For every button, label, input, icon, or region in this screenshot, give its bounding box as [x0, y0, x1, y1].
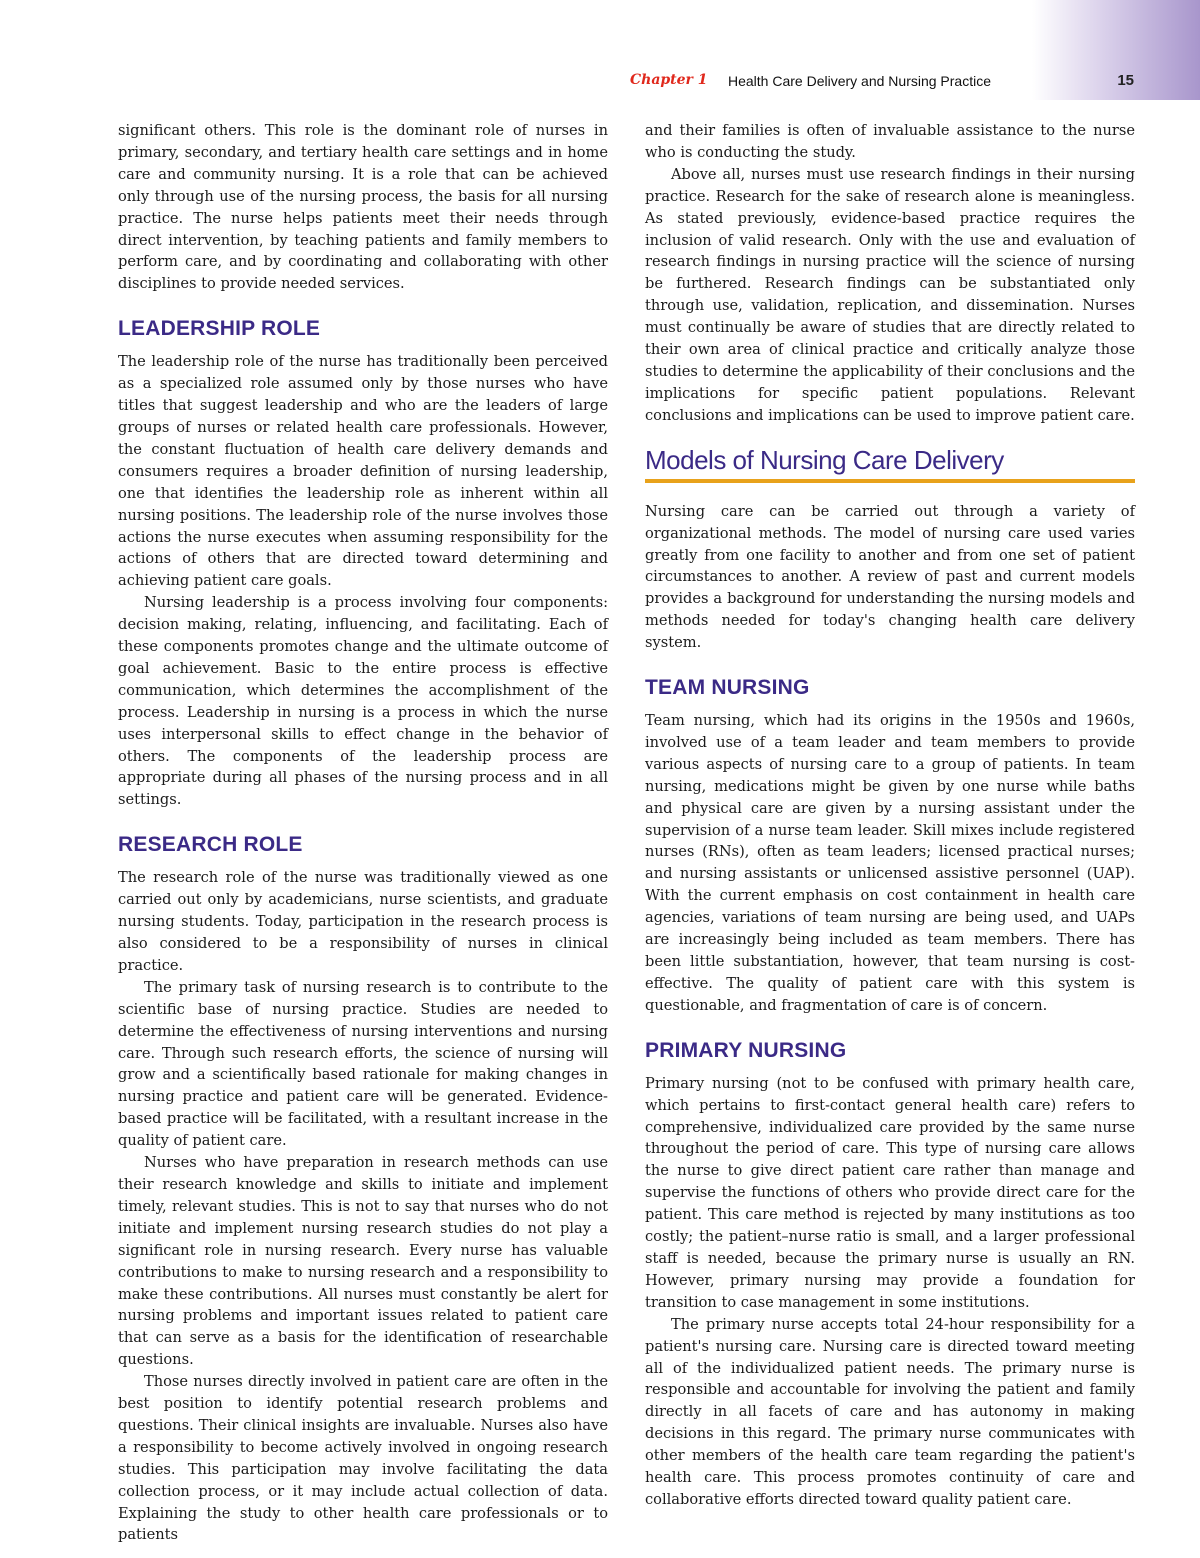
leadership-paragraph-2: Nursing leadership is a process involving four components: decision making, relating, influencing, and facilitating. Each of these components promotes change and the ultimate outcome of goal achievement. Basic to the entire process is effective communication, which determines the accomplishment of the process. Leadership in nursing is a process in which the nurse uses interpersonal skills to effect change in the behavior of others. The components of the leadership process are appropriate during all phases of the nursing process and in all settings. — [118, 594, 608, 809]
primary-nursing-heading: PRIMARY NURSING — [645, 1038, 847, 1062]
team-nursing-heading: TEAM NURSING — [645, 676, 810, 700]
models-section-heading: Models of Nursing Care Delivery — [645, 445, 1135, 483]
research-findings-paragraph: Above all, nurses must use research findings in their nursing practice. Research for the sake of research alone is meaningless. As stated previously, evidence-based practice requires the inclusion of valid research. Only with the use and evaluation of research findings in nursing practice will the science of nursing be furthered. Research findings can be substantiated only through use, validation, replication, and dissemination. Nurses must continually be aware of studies that are directly related to their own area of clinical practice and critically analyze those studies to determine the applicability of their conclusions and the implications for specific patient populations. Relevant conclusions and implications can be used to improve patient care. — [645, 165, 1135, 424]
right-column — [645, 120, 1135, 1511]
team-nursing-paragraph: Team nursing, which had its origins in the 1950s and 1960s, involved use of a team leader and team members to provide various aspects of nursing care to a group of patients. In team nursing, medications might be given by one nurse while baths and physical care are given by a nursing assistant under the supervision of a nurse team leader. Skill mixes include registered nurses (RNs), often as team leaders; licensed practical nurses; and nursing assistants or unlicensed assistive personnel (UAP). With the current emphasis on cost containment in health care agencies, variations of team nursing are being used, and UAPs are increasingly being included as team members. There has been little substantiation, however, that team nursing is cost-effective. The quality of patient care with this system is questionable, and fragmentation of care is of concern. — [645, 712, 1135, 1014]
leadership-role-heading: LEADERSHIP ROLE — [118, 317, 321, 341]
intro-paragraph: significant others. This role is the dominant role of nurses in primary, secondary, and tertiary health care settings and in home care and community nursing. It is a role that can be achieved only through use of the nursing process, the basis for all nursing practice. The nurse helps patients meet their needs through direct intervention, by teaching patients and family members to perform care, and by coordinating and collaborating with other disciplines to provide needed services. — [118, 122, 608, 293]
research-paragraph-1: The research role of the nurse was traditionally viewed as one carried out only by academicians, nurse scientists, and graduate nursing students. Today, participation in the research process is also considered to be a responsibility of nurses in clinical practice. — [118, 869, 608, 974]
chapter-label: Chapter 1 — [630, 72, 708, 88]
page-number: 15 — [1117, 72, 1134, 89]
research-paragraph-2: The primary task of nursing research is to contribute to the scientific base of nursing practice. Studies are needed to determine the effectiveness of nursing interventions and nursing care. Through such research efforts, the science of nursing will grow and a scientifically based rationale for making changes in nursing practice and patient care will be generated. Evidence-based practice will be facilitated, with a resultant increase in the quality of patient care. — [118, 978, 608, 1150]
chapter-title: Health Care Delivery and Nursing Practice — [728, 73, 991, 89]
primary-nursing-paragraph-1: Primary nursing (not to be confused with primary health care, which pertains to first-contact general health care) refers to comprehensive, individualized care provided by the same nurse throughout the period of care. This type of nursing care allows the nurse to give direct patient care rather than manage and supervise the functions of others who provide direct care for the patient. This care method is rejected by many institutions as too costly; the patient–nurse ratio is small, and a larger professional staff is needed, because the primary nurse is usually an RN. However, primary nursing may provide a foundation for transition to case management in some institutions. — [645, 1074, 1135, 1311]
research-paragraph-3: Nurses who have preparation in research methods can use their research knowledge and skills to initiate and implement timely, relevant studies. This is not to say that nurses who do not initiate and implement nursing research studies do not play a significant role in nursing research. Every nurse has valuable contributions to make to nursing research and a responsibility to make these contributions. All nurses must constantly be alert for nursing problems and important issues related to patient care that can serve as a basis for the identification of researchable questions. — [118, 1154, 608, 1369]
continued-paragraph: and their families is often of invaluable assistance to the nurse who is conducting the study. — [645, 122, 1135, 161]
leadership-paragraph-1: The leadership role of the nurse has traditionally been perceived as a specialized role assumed only by those nurses who have titles that suggest leadership and who are the leaders of large groups of nurses or related health care professionals. However, the constant fluctuation of health care delivery demands and consumers requires a broader definition of nursing leadership, one that identifies the leadership role as inherent within all nursing positions. The leadership role of the nurse involves those actions the nurse executes when assuming responsibility for the actions of others that are directed toward determining and achieving patient care goals. — [118, 353, 608, 590]
running-header — [630, 72, 1150, 96]
primary-nursing-paragraph-2: The primary nurse accepts total 24-hour responsibility for a patient's nursing care. Nursing care is directed toward meeting all of the individualized patient needs. The primary nurse is responsible and accountable for involving the patient and family directly in all facets of care and has autonomy in making decisions in this regard. The primary nurse communicates with other members of the health care team regarding the patient's health care. This process promotes continuity of care and collaborative efforts directed toward quality patient care. — [645, 1315, 1135, 1508]
research-role-heading: RESEARCH ROLE — [118, 833, 303, 857]
models-paragraph: Nursing care can be carried out through a variety of organizational methods. The model of nursing care used varies greatly from one facility to another and from one set of patient circumstances to another. A review of past and current models provides a background for understanding the nursing models and methods needed for today's changing health care delivery system. — [645, 502, 1135, 652]
research-paragraph-4: Those nurses directly involved in patient care are often in the best position to identify potential research problems and questions. Their clinical insights are invaluable. Nurses also have a responsibility to become actively involved in ongoing research studies. This participation may involve facilitating the data collection process, or it may include actual collection of data. Explaining the study to other health care professionals or to patients — [118, 1373, 608, 1544]
left-column — [118, 120, 608, 1546]
